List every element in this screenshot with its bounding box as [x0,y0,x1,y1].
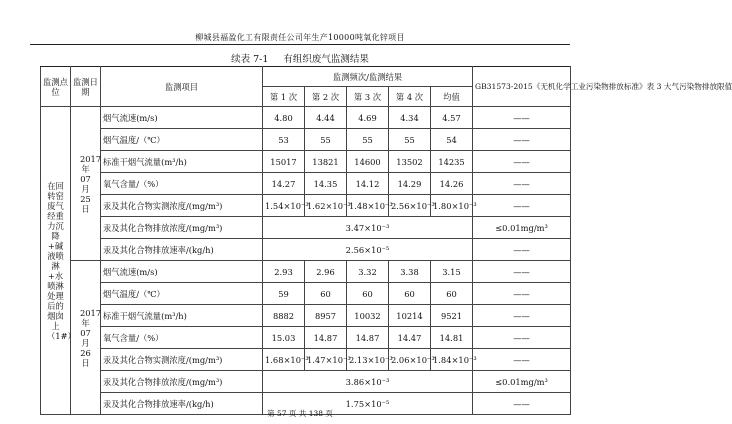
limit-cell: —— [473,261,571,283]
monitoring-item-cell: 汞及其化合物排放速率/(kg/h) [101,393,263,415]
monitoring-item-cell: 汞及其化合物实测浓度/(mg/m³) [101,349,263,371]
run-value-cell: 14.29 [389,173,431,195]
mean-value-cell: 60 [431,283,473,305]
table-row [41,305,571,327]
run-value-cell: 14.12 [347,173,389,195]
col-header-run-2: 第 2 次 [305,87,347,107]
monitoring-date-cell: 2017年07月25日 [71,107,101,261]
table-caption [0,51,600,65]
col-header-item: 监测项目 [101,67,263,107]
run-value-cell: 14.87 [347,327,389,349]
limit-cell: —— [473,305,571,327]
table-row [41,327,571,349]
run-value-cell: 1.54×10⁻³ [263,195,305,217]
run-value-cell: 55 [305,129,347,151]
run-value-cell: 2.56×10⁻³ [389,195,431,217]
monitoring-item-cell: 氧气含量/（%） [101,173,263,195]
run-value-cell: 4.34 [389,107,431,129]
table-row [41,261,571,283]
merged-result-cell: 3.47×10⁻³ [263,217,473,239]
limit-cell: —— [473,239,571,261]
run-value-cell: 1.48×10⁻³ [347,195,389,217]
merged-result-cell: 2.56×10⁻⁵ [263,239,473,261]
monitoring-point-cell: 在回转窑废气经重力沉降+碱液喷淋+水喷淋处理后的烟囱上（1#） [41,107,71,415]
monitoring-item-cell: 汞及其化合物排放浓度/(mg/m³) [101,217,263,239]
limit-cell: ≤0.01mg/m³ [473,217,571,239]
monitoring-item-cell: 汞及其化合物实测浓度/(mg/m³) [101,195,263,217]
run-value-cell: 59 [263,283,305,305]
limit-cell: —— [473,283,571,305]
limit-cell: —— [473,327,571,349]
exhaust-monitoring-table [40,66,732,415]
table-row [41,195,571,217]
run-value-cell: 60 [305,283,347,305]
page-footer: 第 57 页 共 138 页 [267,409,333,418]
run-value-cell: 4.69 [347,107,389,129]
col-header-point: 监测点位 [41,67,71,107]
run-value-cell: 8882 [263,305,305,327]
run-value-cell: 13821 [305,151,347,173]
run-value-cell: 55 [347,129,389,151]
table-row [41,239,571,261]
run-value-cell: 13502 [389,151,431,173]
run-value-cell: 2.96 [305,261,347,283]
mean-value-cell: 54 [431,129,473,151]
limit-cell: —— [473,393,571,415]
monitoring-item-cell: 烟气流速(m/s) [101,261,263,283]
mean-value-cell: 14.81 [431,327,473,349]
monitoring-date-cell: 2017年07月26日 [71,261,101,415]
monitoring-item-cell: 汞及其化合物排放浓度/(mg/m³) [101,371,263,393]
run-value-cell: 1.47×10⁻³ [305,349,347,371]
col-header-standard: GB31573-2015《无机化学工业污染物排放标准》表 3 大气污染物排放限值 [473,67,571,107]
run-value-cell: 2.13×10⁻³ [347,349,389,371]
col-header-run-1: 第 1 次 [263,87,305,107]
run-value-cell: 1.68×10⁻³ [263,349,305,371]
table-row [41,349,571,371]
mean-value-cell: 9521 [431,305,473,327]
mean-value-cell: 14.26 [431,173,473,195]
limit-cell: —— [473,129,571,151]
monitoring-item-cell: 烟气流速(m/s) [101,107,263,129]
limit-cell: —— [473,151,571,173]
run-value-cell: 14.87 [305,327,347,349]
limit-cell: —— [473,107,571,129]
limit-cell: ≤0.01mg/m³ [473,371,571,393]
col-header-run-4: 第 4 次 [389,87,431,107]
monitoring-item-cell: 汞及其化合物排放速率/(kg/h) [101,239,263,261]
table-row [41,151,571,173]
run-value-cell: 14.35 [305,173,347,195]
limit-cell: —— [473,349,571,371]
mean-value-cell: 4.57 [431,107,473,129]
col-header-results: 监测频次/监测结果 [263,67,473,87]
run-value-cell: 3.38 [389,261,431,283]
run-value-cell: 14600 [347,151,389,173]
run-value-cell: 60 [347,283,389,305]
table-row [41,107,571,129]
run-value-cell: 15017 [263,151,305,173]
run-value-cell: 14.47 [389,327,431,349]
table-row [41,371,571,393]
run-value-cell: 2.06×10⁻³ [389,349,431,371]
monitoring-item-cell: 烟气温度/（℃） [101,129,263,151]
table-row [41,129,571,151]
col-header-mean: 均值 [431,87,473,107]
monitoring-item-cell: 氧气含量/（%） [101,327,263,349]
run-value-cell: 8957 [305,305,347,327]
monitoring-item-cell: 标准干烟气流量(m³/h) [101,305,263,327]
mean-value-cell: 1.84×10⁻³ [431,349,473,371]
run-value-cell: 3.32 [347,261,389,283]
run-value-cell: 14.27 [263,173,305,195]
run-value-cell: 2.93 [263,261,305,283]
limit-cell: —— [473,173,571,195]
run-value-cell: 4.44 [305,107,347,129]
col-header-date: 监测日期 [71,67,101,107]
run-value-cell: 4.80 [263,107,305,129]
table-number: 续表 7-1 [231,54,269,65]
mean-value-cell: 3.15 [431,261,473,283]
mean-value-cell: 1.80×10⁻³ [431,195,473,217]
table-title: 有组织废气监测结果 [283,54,369,65]
table-row [41,217,571,239]
run-value-cell: 60 [389,283,431,305]
page-header: 柳城县福盈化工有限责任公司年生产10000吨氧化锌项目 [195,33,405,42]
header-rule [30,44,570,45]
table-row [41,173,571,195]
monitoring-item-cell: 烟气温度/（℃） [101,283,263,305]
run-value-cell: 55 [389,129,431,151]
merged-result-cell: 1.75×10⁻⁵ [263,393,473,415]
limit-cell: —— [473,195,571,217]
run-value-cell: 15.03 [263,327,305,349]
run-value-cell: 10214 [389,305,431,327]
monitoring-item-cell: 标准干烟气流量(m³/h) [101,151,263,173]
col-header-run-3: 第 3 次 [347,87,389,107]
run-value-cell: 1.62×10⁻³ [305,195,347,217]
run-value-cell: 10032 [347,305,389,327]
table-row [41,283,571,305]
mean-value-cell: 14235 [431,151,473,173]
run-value-cell: 53 [263,129,305,151]
merged-result-cell: 3.86×10⁻³ [263,371,473,393]
